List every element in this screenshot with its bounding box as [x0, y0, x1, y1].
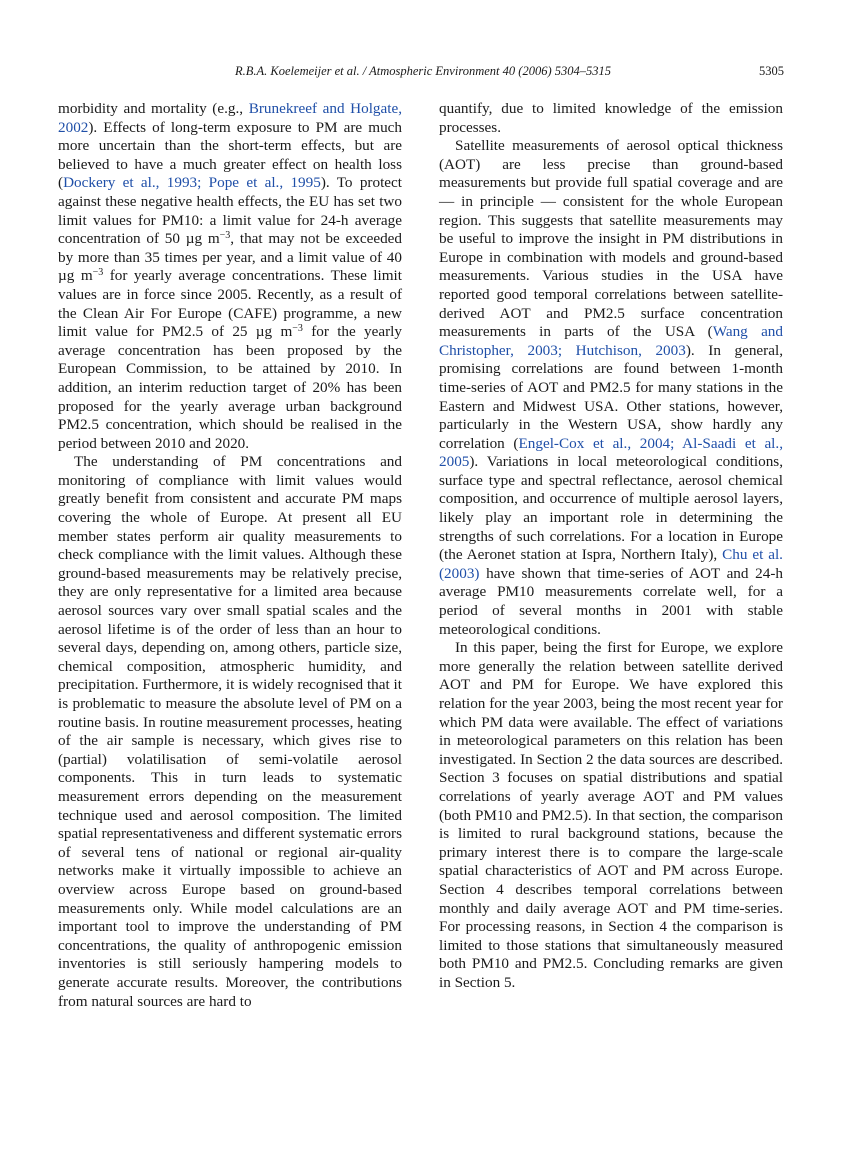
paragraph: The understanding of PM concentrations and monitoring of compliance with limit values would greatly benefit from consistent and accurate PM maps covering the whole of Europe. At present all EU member states perform air quality measurements to check compliance with the limit values. Although these ground-based measurements may be relatively precise, they are only representative for a limited area because aerosol sources vary over small spatial scales and the aerosol lifetime is of the order of less than an hour to several days, depending on, among others, particle size, chemical composition, atmospheric humidity, and precipitation. Furthermore, it is widely recognised that it is problematic to measure the absolute level of PM on a routine basis. In routine measurement processes, heating of the air sample is necessary, which gives rise to (partial) volatilisation of semi-volatile aerosol components. This in turn leads to systematic measurement errors depending on the measurement technique used and aerosol composition. The limited spatial representativeness and different systematic errors of several tens of national or regional air-quality networks make it virtually impossible to achieve an overview across Europe based on ground-based measurements only. While model calculations are an important tool to improve the understanding of PM concentrations, the quality of anthropogenic emission inventories is still seriously hampering models to generate accurate results. Moreover, the contributions from natural sources are hard to: [58, 453, 402, 1010]
running-title: R.B.A. Koelemeijer et al. / Atmospheric Environment 40 (2006) 5304–5315: [235, 64, 611, 78]
superscript: −3: [219, 230, 231, 242]
citation-link[interactable]: Wang and Christopher, 2003; Hutchison, 2003: [439, 323, 783, 359]
text-run: for the yearly average concentration has been proposed by the European Commission, to be attained by 2010. In addition, an interim reduction target of 20% has been proposed for the yearly average urban background PM2.5 concentration, which should be realised in the period between 2010 and 2020.: [58, 323, 402, 452]
superscript: −3: [92, 267, 104, 279]
paragraph: In this paper, being the first for Europe, we explore more generally the relation between satellite derived AOT and PM for Europe. We have explored this relation for the year 2003, being the most recent year for which PM data were available. The effect of variations in meteorological parameters on this relation has been investigated. In Section 2 the data sources are described. Section 3 focuses on spatial distributions and spatial correlations of yearly average AOT and PM values (both PM10 and PM2.5). In that section, the comparison is limited to rural background stations, because the primary interest there is to compare the large-scale spatial characteristics of AOT and PM across Europe. Section 4 describes temporal correlations between monthly and daily average AOT and PM time-series. For processing reasons, in Section 4 the comparison is limited to those stations that simultaneously measured both PM10 and PM2.5. Concluding remarks are given in Section 5.: [439, 639, 783, 991]
citation-link[interactable]: Engel-Cox et al., 2004; Al-Saadi et al., 2005: [439, 434, 783, 471]
text-run: have shown that time-series of AOT and 24-h average PM10 measurements correlate well, for a period of several months in 2001 with stable meteorological conditions.: [439, 564, 783, 638]
citation-link[interactable]: Brunekreef and Holgate, 2002: [58, 100, 403, 136]
running-header: [0, 64, 846, 84]
citation-link[interactable]: Dockery et al., 1993; Pope et al., 1995: [63, 174, 321, 192]
text-run: , that may not be exceeded by more than 35 times per year, and a limit value of 40 µg m: [58, 230, 402, 285]
page-number: 5305: [759, 64, 784, 78]
text-run: ). In general, promising correlations are found between 1-month time-series of AOT and PM2.5 for many stations in the Eastern and Midwest USA. Other stations, however, particularly in the Western USA, show hardly any correlation (: [439, 341, 783, 452]
text-run: morbidity and mortality (e.g.,: [58, 100, 249, 117]
text-run: ). To protect against these negative health effects, the EU has set two limit values for PM10: a limit value for 24-h average concentration of 50 µg m: [58, 174, 402, 248]
text-run: ). Effects of long-term exposure to PM are much more uncertain than the short-term effects, but are believed to have a much greater effect on health loss (: [58, 118, 402, 192]
text-run: for yearly average concentrations. These limit values are in force since 2005. Recently, as a result of the Clean Air For Europe (CAFE) programme, a new limit value for PM2.5 of 25 µg m: [58, 267, 402, 341]
text-run: ). Variations in local meteorological conditions, surface type and spectral reflectance, aerosol chemical composition, and occurrence of multiple aerosol layers, likely play an important role in determining the strengths of such correlations. For a location in Europe (the Aeronet station at Ispra, Northern Italy),: [439, 453, 783, 564]
superscript: −3: [292, 323, 303, 335]
left-column: [58, 100, 402, 1011]
right-column: [439, 100, 783, 993]
text-run: Satellite measurements of aerosol optical thickness (AOT) are less precise than ground-based measurements but provide full spatial coverage and are — in principle — consistent for the whole European region. This suggests that satellite measurements may be useful to improve the insight in PM distributions in Europe in combination with models and ground-based measurements. Various studies in the USA have reported good temporal correlations between satellite-derived AOT and PM2.5 surface concentration measurements in parts of the USA (: [439, 137, 783, 341]
paragraph: [439, 137, 783, 639]
paragraph: [58, 100, 402, 453]
paragraph: quantify, due to limited knowledge of the emission processes.: [439, 100, 783, 136]
citation-link[interactable]: Chu et al. (2003): [439, 546, 783, 582]
